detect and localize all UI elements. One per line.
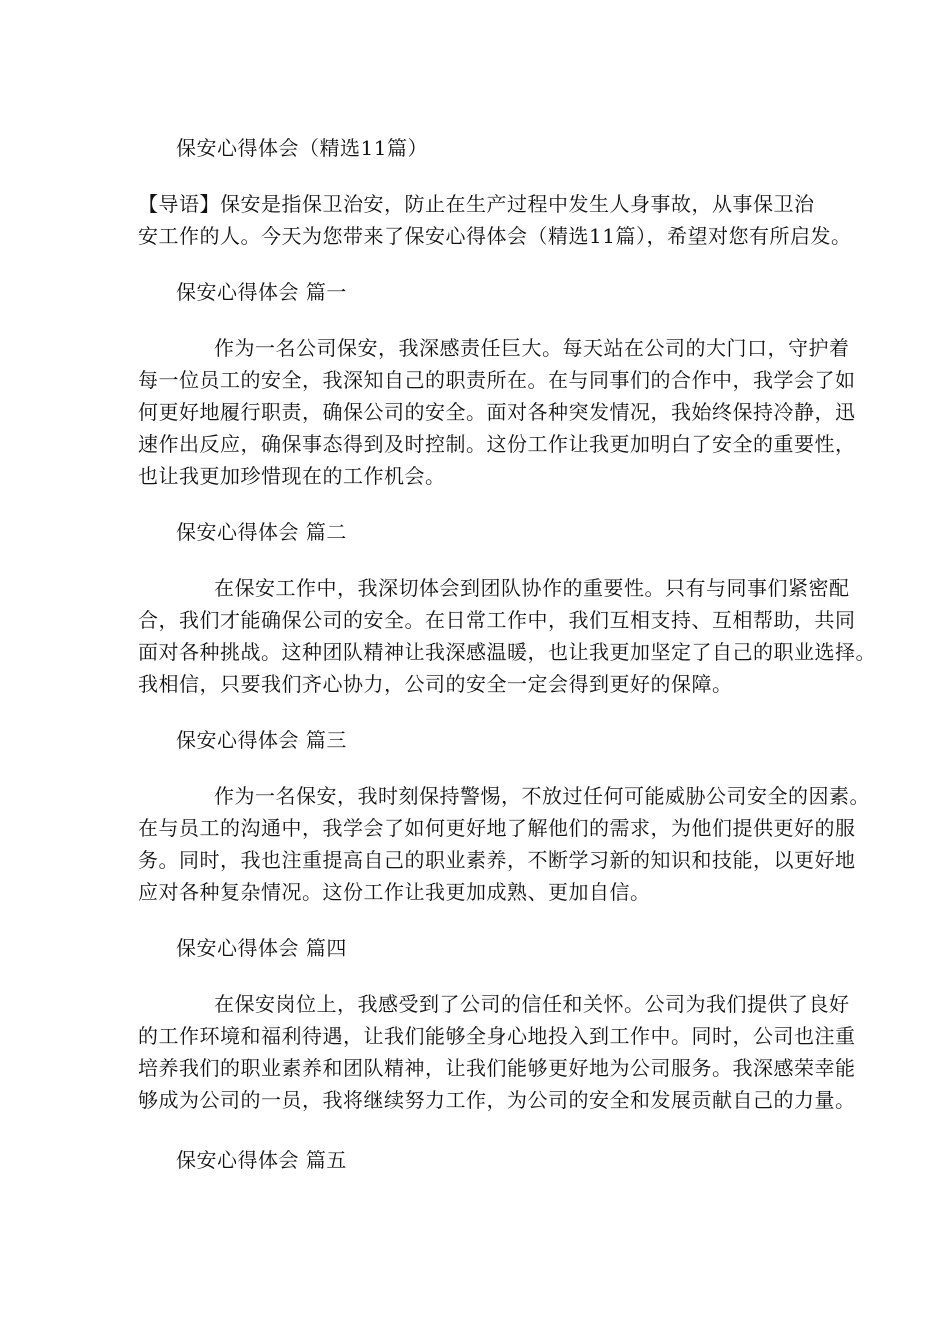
paragraph-line: 在与员工的沟通中，我学会了如何更好地了解他们的需求，为他们提供更好的服 [138, 816, 856, 840]
paragraph-line: 也让我更加珍惜现在的工作机会。 [138, 464, 446, 488]
section-heading: 保安心得体会 篇三 [176, 728, 347, 752]
paragraph-line: 面对各种挑战。这种团队精神让我深感温暖，也让我更加坚定了自己的职业选择。 [138, 640, 876, 664]
paragraph-line: 培养我们的职业素养和团队精神，让我们能够更好地为公司服务。我深感荣幸能 [138, 1056, 856, 1080]
section-heading: 保安心得体会 篇一 [176, 280, 347, 304]
paragraph-line: 够成为公司的一员，我将继续努力工作，为公司的安全和发展贡献自己的力量。 [138, 1088, 856, 1112]
paragraph-line: 何更好地履行职责，确保公司的安全。面对各种突发情况，我始终保持冷静，迅 [138, 400, 856, 424]
paragraph-line: 在保安岗位上，我感受到了公司的信任和关怀。公司为我们提供了良好 [214, 992, 850, 1016]
document-title: 保安心得体会（精选11篇） [176, 136, 428, 160]
paragraph-line: 合，我们才能确保公司的安全。在日常工作中，我们互相支持、互相帮助，共同 [138, 608, 856, 632]
section-heading: 保安心得体会 篇二 [176, 520, 347, 544]
paragraph-line: 我相信，只要我们齐心协力，公司的安全一定会得到更好的保障。 [138, 672, 733, 696]
paragraph-line: 作为一名保安，我时刻保持警惕，不放过任何可能威胁公司安全的因素。 [214, 784, 870, 808]
intro-line: 安工作的人。今天为您带来了保安心得体会（精选11篇），希望对您有所启发。 [138, 224, 852, 248]
paragraph-line: 速作出反应，确保事态得到及时控制。这份工作让我更加明白了安全的重要性， [138, 432, 856, 456]
section-heading: 保安心得体会 篇五 [176, 1148, 347, 1172]
paragraph-line: 务。同时，我也注重提高自己的职业素养，不断学习新的知识和技能，以更好地 [138, 848, 856, 872]
intro-line: 【导语】保安是指保卫治安，防止在生产过程中发生人身事故，从事保卫治 [138, 192, 815, 216]
paragraph-line: 应对各种复杂情况。这份工作让我更加成熟、更加自信。 [138, 880, 651, 904]
paragraph-line: 的工作环境和福利待遇，让我们能够全身心地投入到工作中。同时，公司也注重 [138, 1024, 856, 1048]
paragraph-line: 作为一名公司保安，我深感责任巨大。每天站在公司的大门口，守护着 [214, 336, 850, 360]
paragraph-line: 在保安工作中，我深切体会到团队协作的重要性。只有与同事们紧密配 [214, 576, 850, 600]
paragraph-line: 每一位员工的安全，我深知自己的职责所在。在与同事们的合作中，我学会了如 [138, 368, 856, 392]
section-heading: 保安心得体会 篇四 [176, 936, 347, 960]
